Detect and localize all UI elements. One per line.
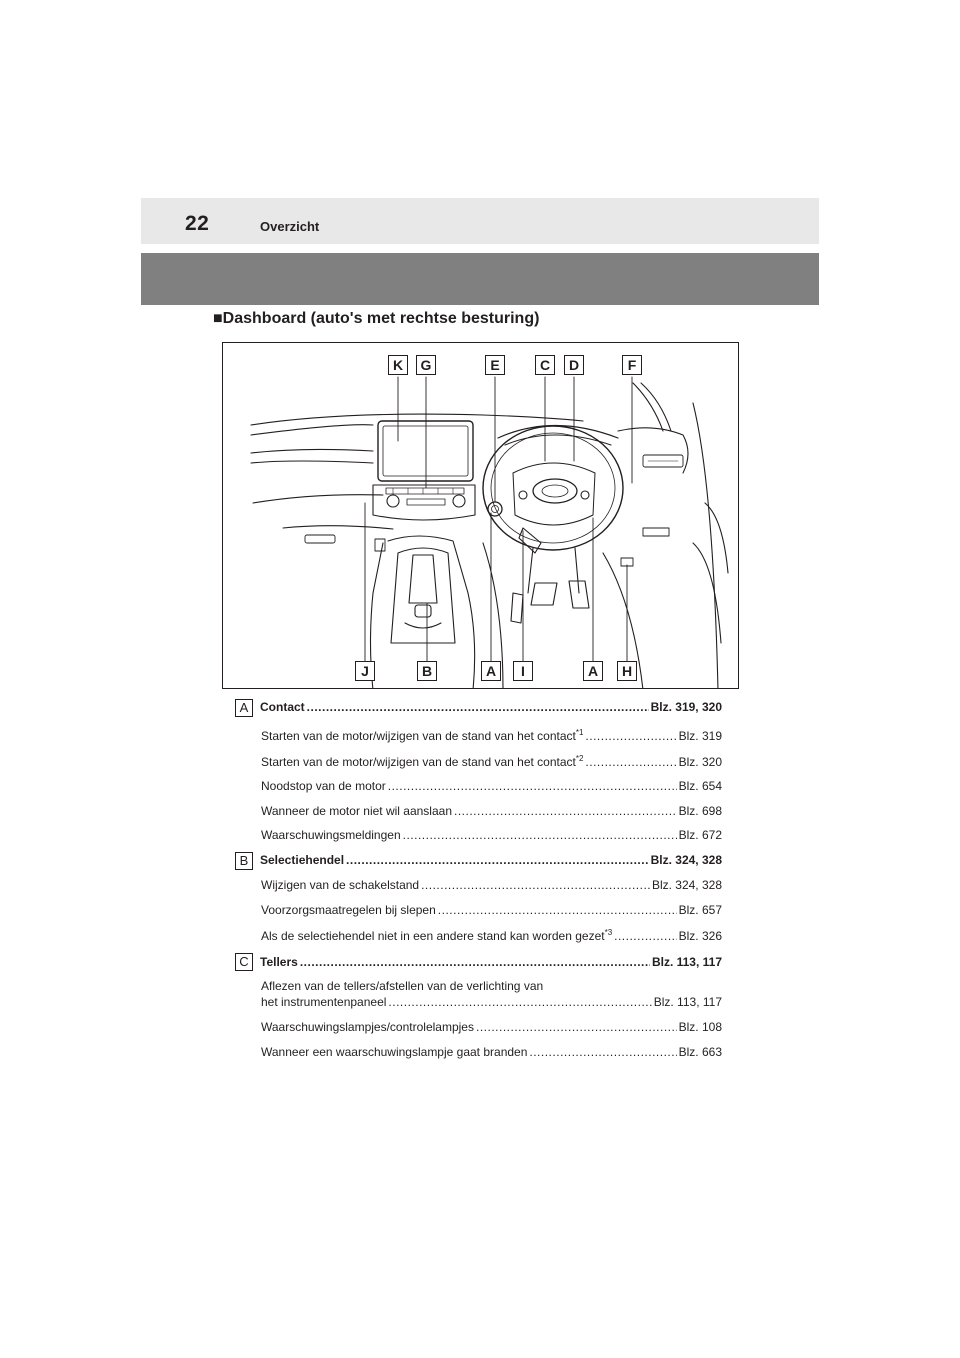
section-b-item-3[interactable]: Als de selectiehendel niet in een andere stand kan worden gezet$^{*3}$ ..... Blz. 326 (261, 929, 722, 943)
section-c-item-3[interactable]: Wanneer een waarschuwingslampje gaat branden ..... Blz. 663 (261, 1045, 722, 1059)
callout-h: H (617, 661, 637, 681)
section-b-item-2[interactable]: Voorzorgsmaatregelen bij slepen ..... Blz. 657 (261, 903, 722, 917)
callout-f: F (622, 355, 642, 375)
section-letter-a: A (235, 699, 253, 717)
dashboard-illustration (222, 342, 739, 689)
callout-g: G (416, 355, 436, 375)
callout-j: J (355, 661, 375, 681)
section-b-title[interactable]: Selectiehendel ..... Blz. 324, 328 (260, 853, 722, 867)
section-a-item-4[interactable]: Wanneer de motor niet wil aanslaan ..... Blz. 698 (261, 804, 722, 818)
section-c-item-2[interactable]: Waarschuwingslampjes/controlelampjes ..... Blz. 108 (261, 1020, 722, 1034)
section-a-item-5[interactable]: Waarschuwingsmeldingen ..... Blz. 672 (261, 828, 722, 842)
callout-c: C (535, 355, 555, 375)
section-c-title[interactable]: Tellers ..... Blz. 113, 117 (260, 955, 722, 969)
callout-k: K (388, 355, 408, 375)
section-letter-c: C (235, 953, 253, 971)
callout-b: B (417, 661, 437, 681)
callout-d: D (564, 355, 584, 375)
section-a-item-3[interactable]: Noodstop van de motor ..... Blz. 654 (261, 779, 722, 793)
header-band (141, 198, 819, 244)
callout-a-1: A (481, 661, 501, 681)
page-heading: ■Dashboard (auto's met rechtse besturing) (213, 310, 540, 327)
chapter-band (141, 253, 819, 305)
section-a-title[interactable]: Contact ..... Blz. 319, 320 (260, 700, 722, 714)
callout-a-2: A (583, 661, 603, 681)
section-letter-b: B (235, 852, 253, 870)
section-title: Overzicht (260, 219, 320, 234)
dashboard-drawing (223, 343, 739, 689)
section-b-item-1[interactable]: Wijzigen van de schakelstand ..... Blz. 324, 328 (261, 878, 722, 892)
section-c-item-1[interactable]: het instrumentenpaneel ..... Blz. 113, 117 (261, 995, 722, 1009)
callout-e: E (485, 355, 505, 375)
section-a-item-1[interactable]: Starten van de motor/wijzigen van de stand van het contact$^{*1}$ ..... Blz. 319 (261, 729, 722, 743)
page-number: 22 (185, 212, 210, 235)
section-a-item-2[interactable]: Starten van de motor/wijzigen van de stand van het contact$^{*2}$ ..... Blz. 320 (261, 755, 722, 769)
callout-i: I (513, 661, 533, 681)
section-c-item-1-line1: Aflezen van de tellers/afstellen van de verlichting van (261, 979, 544, 993)
